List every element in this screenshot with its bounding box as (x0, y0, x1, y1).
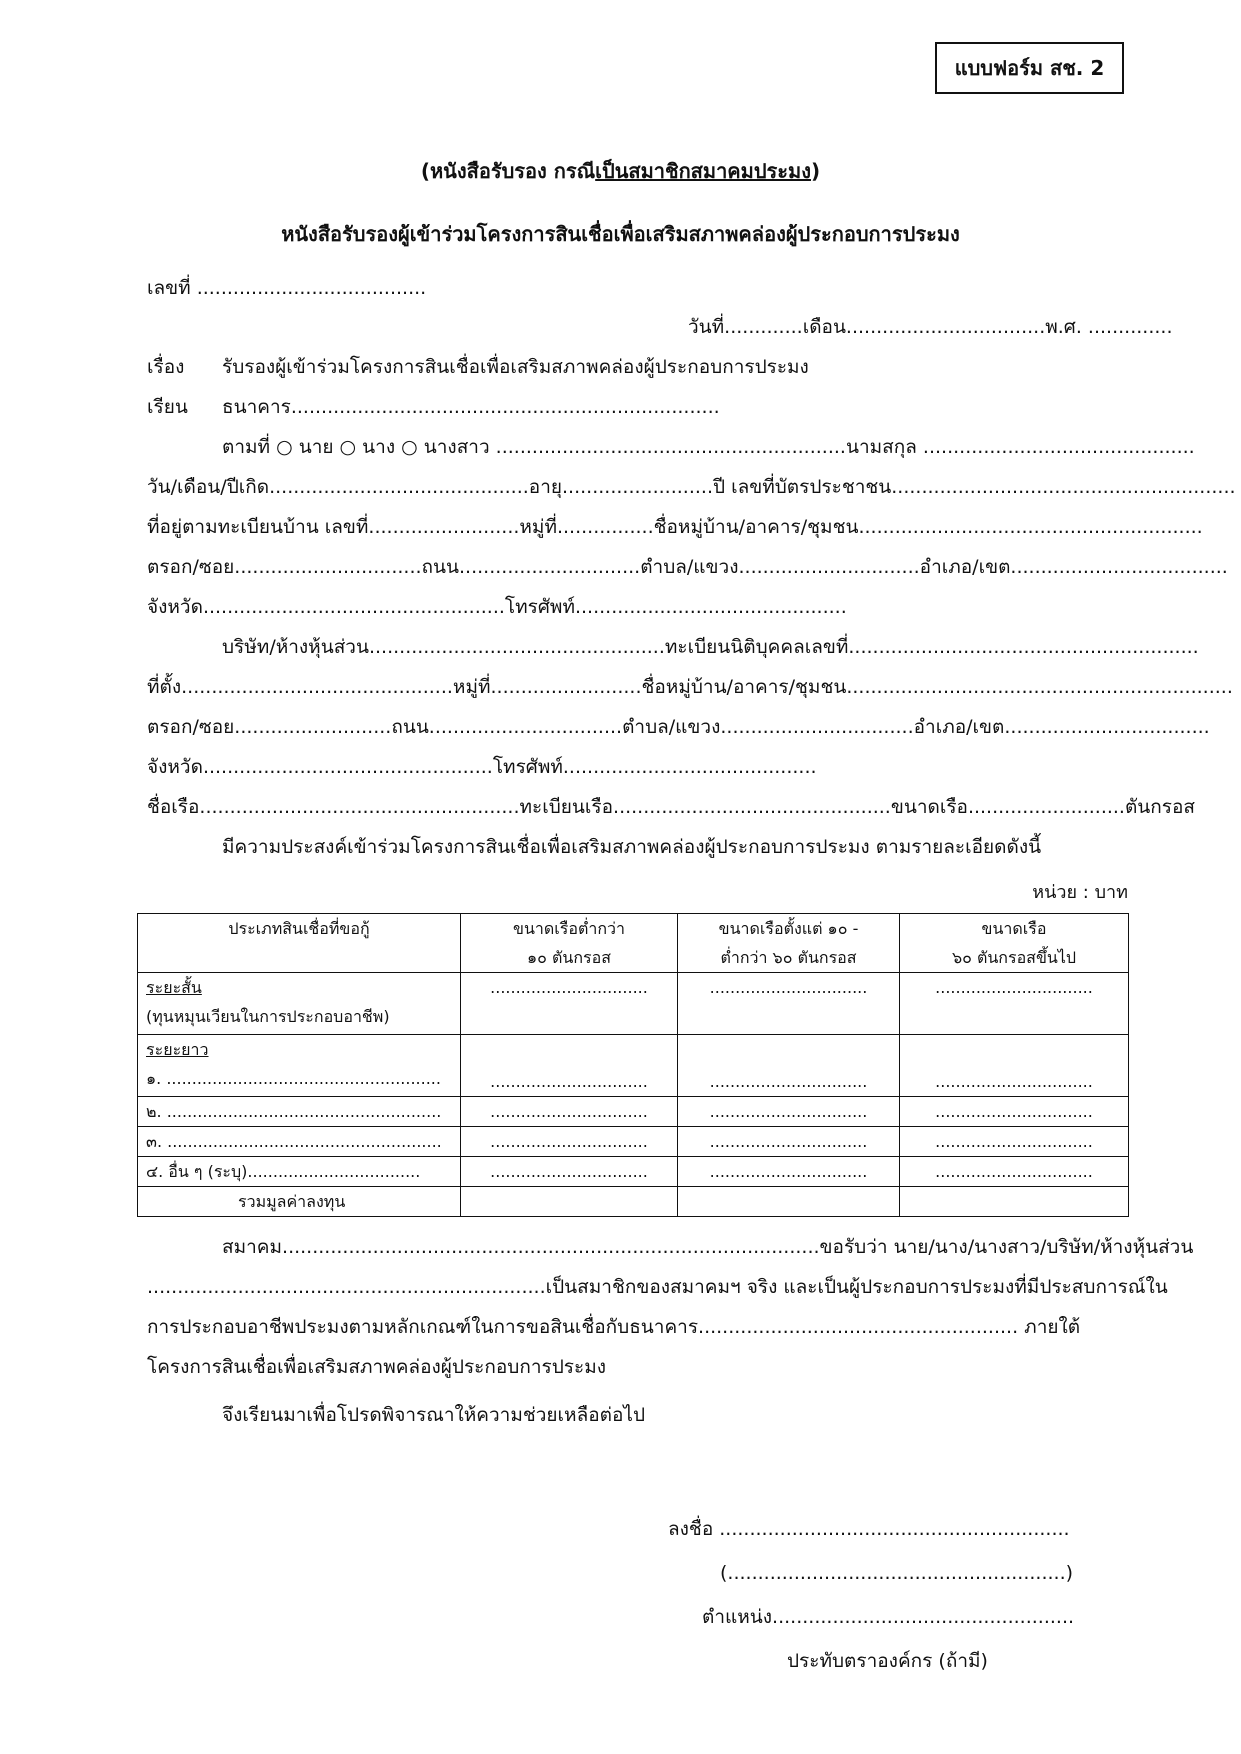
unit-label: หน่วย : บาท (1032, 882, 1128, 903)
header-large-boat (900, 914, 1129, 973)
title-prefix: (หนังสือรับรอง กรณี (420, 159, 596, 183)
item2-medium[interactable]: ............................... (678, 1097, 900, 1127)
item1-small[interactable]: ............................... (461, 1035, 678, 1097)
table-row (138, 1157, 1129, 1187)
item3-medium[interactable]: ............................... (678, 1127, 900, 1157)
short-term-large[interactable]: ............................... (900, 973, 1129, 1035)
short-term-small[interactable]: ............................... (461, 973, 678, 1035)
birthdate-line: วัน/เดือน/ปีเกิด...........................................อายุ.........................ปี เลขที่บัตรประชาชน......................................................... (147, 476, 1236, 498)
document-subtitle: หนังสือรับรองผู้เข้าร่วมโครงการสินเชื่อเพื่อเสริมสภาพคล่องผู้ประกอบการประมง (281, 222, 960, 246)
company-line: บริษัท/ห้างหุ้นส่วน.................................................ทะเบียนนิติบุคคลเลขที่.......................................................... (222, 636, 1199, 658)
item2-large[interactable]: ............................... (900, 1097, 1129, 1127)
signature-line[interactable]: ลงชื่อ .......................................................... (668, 1518, 1070, 1540)
short-term-cell (138, 973, 461, 1035)
item1-large[interactable]: ............................... (900, 1035, 1129, 1097)
total-label: รวมมูลค่าลงทุน (138, 1187, 461, 1217)
long-term-item-other[interactable]: ๔. อื่น ๆ (ระบุ).................................. (138, 1157, 461, 1187)
table-row (138, 1127, 1129, 1157)
item3-small[interactable]: ............................... (461, 1127, 678, 1157)
long-term-item-1[interactable]: ๑. ...................................................... (146, 1069, 441, 1088)
other-large[interactable]: ............................... (900, 1157, 1129, 1187)
header-small-boat-line1: ขนาดเรือต่ำกว่า (513, 919, 625, 938)
header-medium-boat-line2: ต่ำกว่า ๖๐ ตันกรอส (720, 948, 857, 967)
association-paragraph-line1: สมาคม.........................................................................................ขอรับว่า นาย/นาง/นางสาว/บริษัท/ห้างหุ้นส่วน (222, 1236, 1194, 1258)
long-term-item-2[interactable]: ๒. ...................................................... (138, 1097, 461, 1127)
table-total-row (138, 1187, 1129, 1217)
subject-text: รับรองผู้เข้าร่วมโครงการสินเชื่อเพื่อเสริมสภาพคล่องผู้ประกอบการประมง (222, 356, 809, 378)
long-term-item-3[interactable]: ๓. ...................................................... (138, 1127, 461, 1157)
company-road-line: ตรอก/ซอย..........................ถนน................................ตำบล/แขวง................................อำเภอ/เขต.................................. (147, 716, 1210, 738)
other-medium[interactable]: ............................... (678, 1157, 900, 1187)
header-loan-type: ประเภทสินเชื่อที่ขอกู้ (138, 914, 461, 973)
long-term-label: ระยะยาว (146, 1040, 209, 1059)
to-bank: ธนาคาร....................................................................... (222, 396, 720, 418)
road-line: ตรอก/ซอย...............................ถนน..............................ตำบล/แขวง..............................อำเภอ/เขต.................................... (147, 556, 1228, 578)
short-term-medium[interactable]: ............................... (678, 973, 900, 1035)
title-underlined: เป็นสมาชิกสมาคมประมง (595, 159, 811, 183)
province-line: จังหวัด..................................................โทรศัพท์............................................. (147, 596, 847, 618)
table-row (138, 1035, 1129, 1097)
association-paragraph-line4: โครงการสินเชื่อเพื่อเสริมสภาพคล่องผู้ประกอบการประมง (147, 1356, 606, 1378)
header-medium-boat (678, 914, 900, 973)
header-large-boat-line1: ขนาดเรือ (981, 919, 1047, 938)
company-province-line: จังหวัด................................................โทรศัพท์.......................................... (147, 756, 817, 778)
form-code: แบบฟอร์ม สช. 2 (954, 56, 1105, 80)
header-large-boat-line2: ๖๐ ตันกรอสขึ้นไป (951, 948, 1077, 967)
item1-medium[interactable]: ............................... (678, 1035, 900, 1097)
company-location-line: ที่ตั้ง.............................................หมู่ที่.........................ชื่อหมู่บ้าน/อาคาร/ชุมชน................................................................ (147, 676, 1233, 698)
total-small[interactable] (461, 1187, 678, 1217)
closing-sentence: จึงเรียนมาเพื่อโปรดพิจารณาให้ความช่วยเหลือต่อไป (222, 1404, 646, 1426)
association-paragraph-line2: ..................................................................เป็นสมาชิกของสมาคมฯ จริง และเป็นผู้ประกอบการประมงที่มีประสบการณ์ใน (147, 1276, 1168, 1298)
title-suffix: ) (811, 159, 821, 183)
total-medium[interactable] (678, 1187, 900, 1217)
item3-large[interactable]: ............................... (900, 1127, 1129, 1157)
vessel-line: ชื่อเรือ.....................................................ทะเบียนเรือ..............................................ขนาดเรือ..........................ตันกรอส (147, 796, 1196, 818)
header-small-boat (461, 914, 678, 973)
table-row (138, 1097, 1129, 1127)
long-term-cell (138, 1035, 461, 1097)
header-small-boat-line2: ๑๐ ตันกรอส (527, 948, 611, 967)
subject-label: เรื่อง (147, 356, 185, 378)
to-label: เรียน (147, 396, 188, 418)
form-code-box (935, 42, 1124, 94)
date-line: วันที่.............เดือน.................................พ.ศ. .............. (688, 316, 1173, 338)
item2-small[interactable]: ............................... (461, 1097, 678, 1127)
loan-table (137, 913, 1129, 1217)
association-paragraph-line3: การประกอบอาชีพประมงตามหลักเกณฑ์ในการขอสินเชื่อกับธนาคาร..................................................... ภายใต้ (147, 1316, 1081, 1338)
signer-name-line[interactable]: (........................................................) (720, 1562, 1074, 1584)
address-line: ที่อยู่ตามทะเบียนบ้าน เลขที่.........................หมู่ที่................ชื่อหมู่บ้าน/อาคาร/ชุมชน......................................................... (147, 516, 1203, 538)
stamp-note: ประทับตราองค์กร (ถ้ามี) (787, 1650, 988, 1672)
intent-line: มีความประสงค์เข้าร่วมโครงการสินเชื่อเพื่อเสริมสภาพคล่องผู้ประกอบการประมง ตามรายละเอียดดังนี้ (222, 836, 1042, 858)
document-title (0, 155, 1241, 187)
applicant-name-line: ตามที่ ○ นาย ○ นาง ○ นางสาว ..........................................................นามสกุล ............................................. (222, 436, 1195, 458)
short-term-desc: (ทุนหมุนเวียนในการประกอบอาชีพ) (146, 1007, 390, 1026)
header-medium-boat-line1: ขนาดเรือตั้งแต่ ๑๐ - (718, 919, 859, 938)
table-header-row (138, 914, 1129, 973)
short-term-label: ระยะสั้น (146, 978, 202, 997)
table-row (138, 973, 1129, 1035)
total-large[interactable] (900, 1187, 1129, 1217)
position-line[interactable]: ตำแหน่ง.................................................. (702, 1606, 1075, 1628)
other-small[interactable]: ............................... (461, 1157, 678, 1187)
reference-number: เลขที่ ...................................... (147, 277, 427, 299)
